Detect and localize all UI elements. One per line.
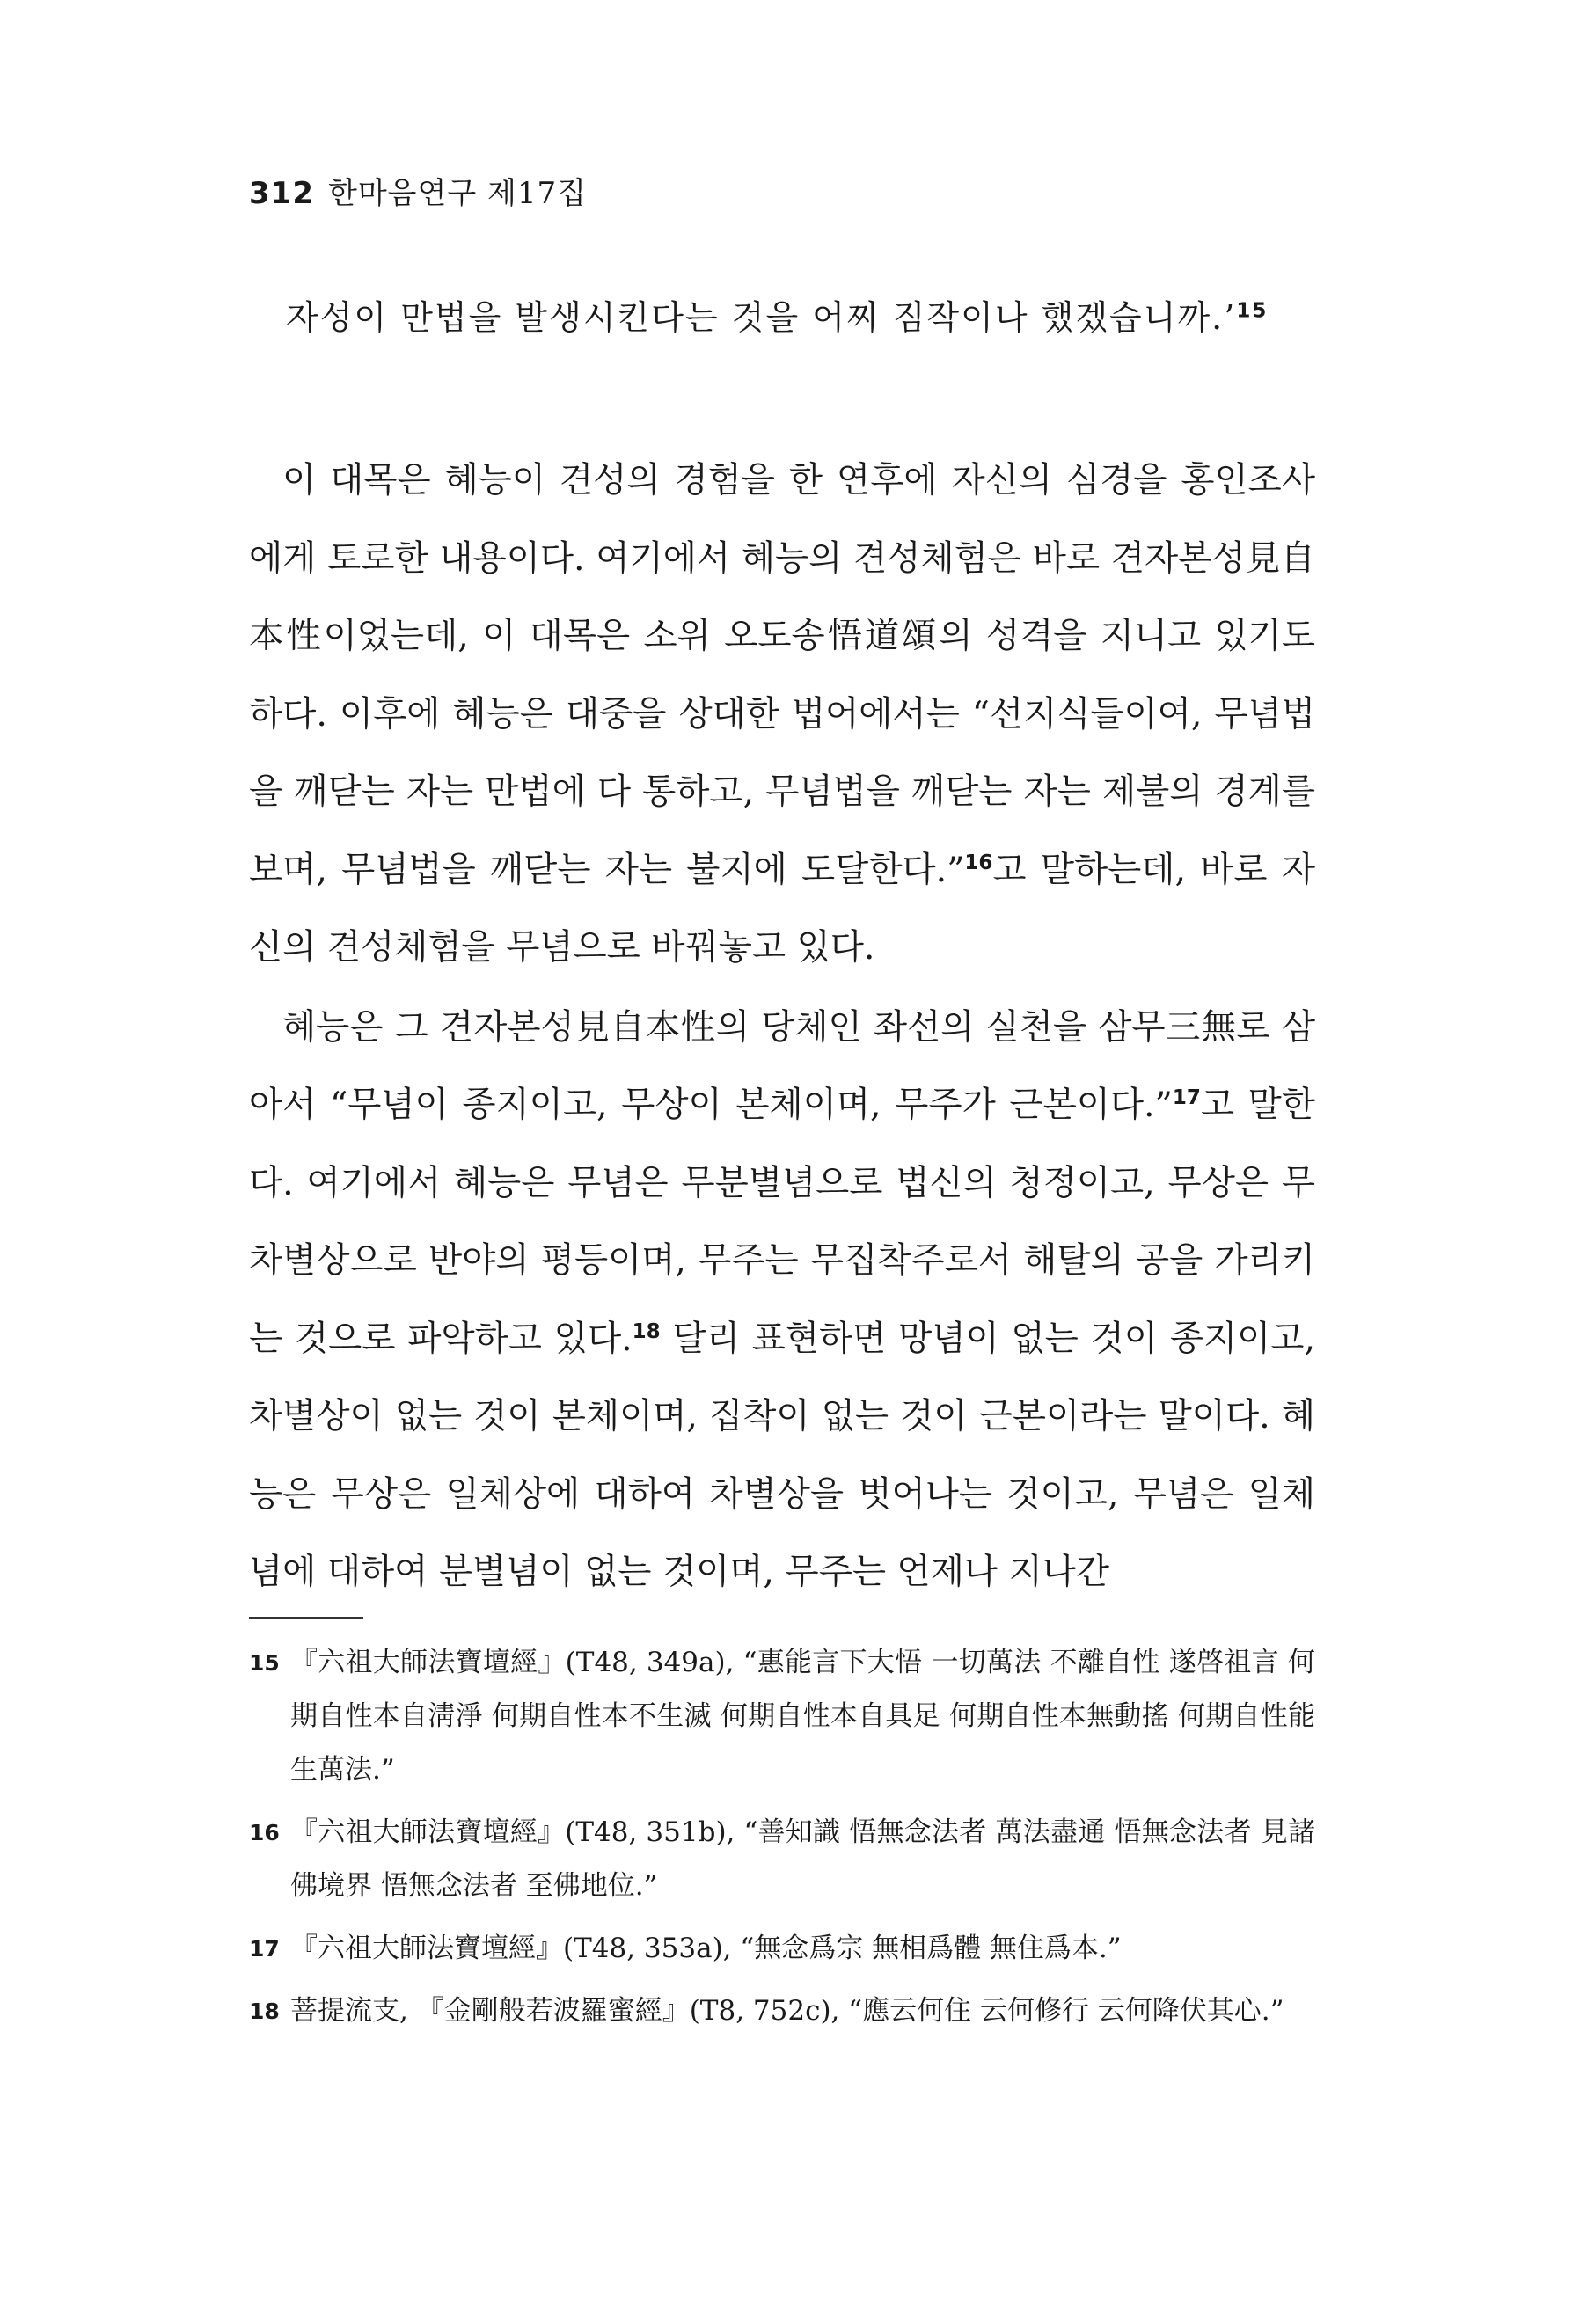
footnote-17 — [249, 1922, 1315, 1976]
footnote-divider — [249, 1617, 363, 1619]
paragraph-text: 달리 표현하면 망념이 없는 것이 종지이고, 차별상이 없는 것이 본체이며, 집착이 없는 것이 근본이라는 말이다. 혜능은 무상은 일체상에 대하여 차별상을 벗어나는 것이고, 무념은 일체념에 대하여 분별념이 없는 것이며, 무주는 언제나 지나간 — [249, 1318, 1315, 1592]
paragraph-1 — [249, 442, 1315, 987]
footnote-text: 『六祖大師法寶壇經』(T48, 353a), “無念爲宗 無相爲體 無住爲本.” — [290, 1933, 1122, 1964]
paragraph-2 — [249, 989, 1315, 1611]
running-header — [249, 169, 587, 212]
paragraph-text: 고 말하는데, 바로 자신의 견성체험을 무념으로 바꿔놓고 있다. — [249, 849, 1315, 968]
quote-text: 자성이 만법을 발생시킨다는 것을 어찌 짐작이나 했겠습니까.’ — [286, 298, 1237, 337]
footnotes — [249, 1636, 1315, 2047]
footnote-number: 15 — [249, 1650, 280, 1676]
footnote-ref-15: 15 — [1236, 299, 1269, 323]
body-text — [249, 442, 1315, 1611]
footnote-16 — [249, 1806, 1315, 1913]
footnote-15 — [249, 1636, 1315, 1797]
footnote-text: 『六祖大師法寶壇經』(T48, 351b), “善知識 悟無念法者 萬法盡通 悟無念法者 見諸佛境界 悟無念法者 至佛地位.” — [290, 1816, 1315, 1902]
footnote-number: 17 — [249, 1936, 280, 1962]
footnote-ref-17: 17 — [1172, 1085, 1201, 1109]
footnote-ref-18: 18 — [632, 1319, 661, 1343]
journal-title: 한마음연구 제17집 — [327, 176, 587, 211]
paragraph-text: 이 대목은 혜능이 견성의 경험을 한 연후에 자신의 심경을 홍인조사에게 토로한 내용이다. 여기에서 혜능의 견성체험은 바로 견자본성見自本性이었는데, 이 대목은 소위 오도송悟道頌의 성격을 지니고 있기도 하다. 이후에 혜능은 대중을 상대한 법어에서는 “선지식들이여, 무념법을 깨닫는 자는 만법에 다 통하고, 무념법을 깨닫는 자는 제불의 경계를 보며, 무념법을 깨닫는 자는 불지에 도달한다.” — [249, 460, 1315, 890]
footnote-ref-16: 16 — [964, 851, 993, 874]
quote-line — [286, 290, 1268, 339]
paragraph-text: 혜능은 그 견자본성見自本性의 당체인 좌선의 실천을 삼무三無로 삼아서 “무념이 종지이고, 무상이 본체이며, 무주가 근본이다.” — [249, 1006, 1315, 1125]
footnote-text: 『六祖大師法寶壇經』(T48, 349a), “惠能言下大悟 一切萬法 不離自性 遂啓祖言 何期自性本自淸淨 何期自性本不生滅 何期自性本自具足 何期自性本無動搖 何期自性能生萬法.” — [290, 1647, 1315, 1786]
paragraph-text: 고 말한다. 여기에서 혜능은 무념은 무분별념으로 법신의 청정이고, 무상은 무차별상으로 반야의 평등이며, 무주는 무집착주로서 해탈의 공을 가리키는 것으로 파악하고 있다. — [249, 1085, 1315, 1359]
footnote-18 — [249, 1984, 1315, 2038]
page-number: 312 — [249, 176, 314, 211]
footnote-number: 16 — [249, 1820, 280, 1845]
footnote-number: 18 — [249, 1999, 280, 2024]
footnote-text: 菩提流支, 『金剛般若波羅蜜經』(T8, 752c), “應云何住 云何修行 云何降伏其心.” — [290, 1995, 1284, 2027]
